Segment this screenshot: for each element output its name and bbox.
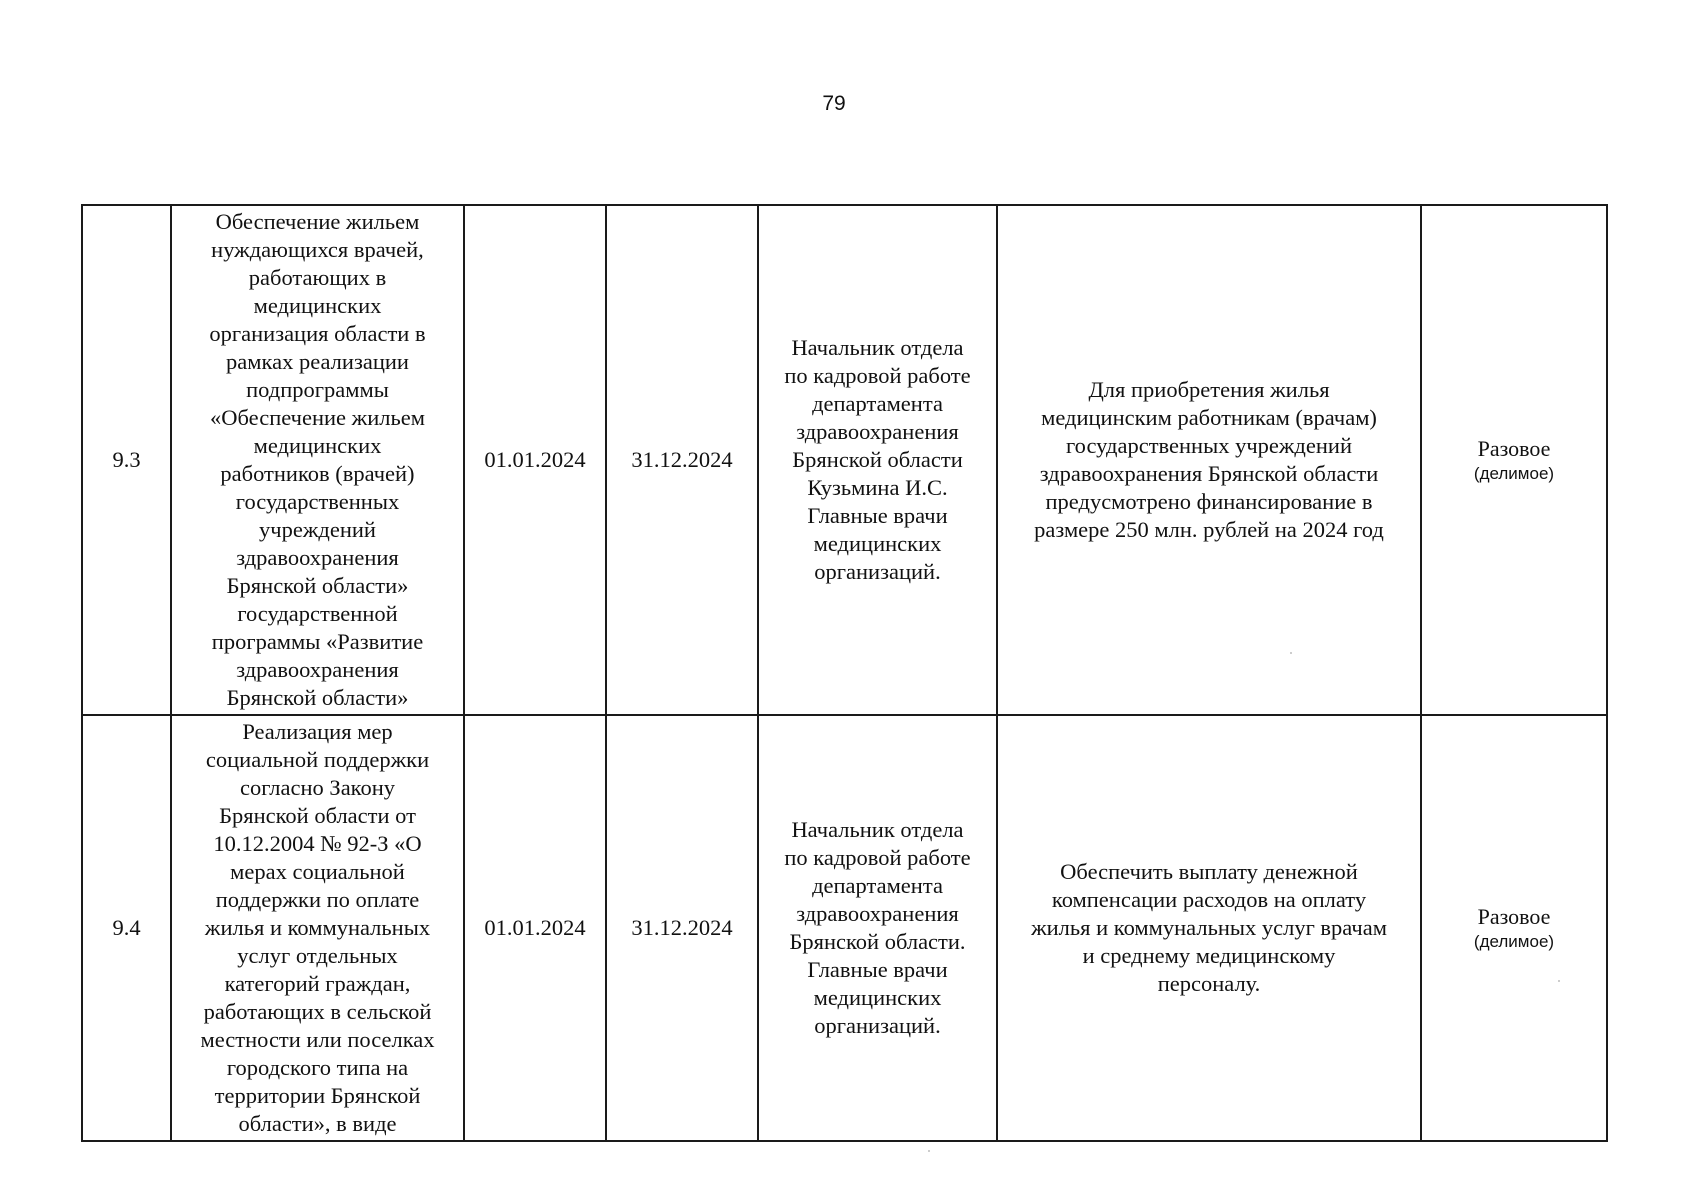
start-date-cell: 01.01.2024 [464,205,606,715]
scan-speck [1290,652,1292,654]
event-type-main: Разовое [1477,436,1551,461]
description-cell [997,715,1421,1141]
measure-title-cell [171,715,464,1141]
start-date-cell: 01.01.2024 [464,715,606,1141]
responsible-text: Начальник отдела по кадровой работе департамента здравоохранения Брянской области. Главные врачи медицинских организаций. [784,817,971,1038]
row-number-cell: 9.4 [82,715,171,1141]
event-type-sub: (делимое) [1473,932,1555,951]
measure-title-text: Реализация мер социальной поддержки согласно Закону Брянской области от 10.12.2004 № 92-З «О мерах социальной поддержки по оплате жилья и коммунальных услуг отдельных категорий граждан, работающих в сельской местности или поселках городского типа на территории Брянской области», в виде [200,719,435,1136]
responsible-text: Начальник отдела по кадровой работе департамента здравоохранения Брянской области Кузьмина И.С. Главные врачи медицинских организаций. [784,335,971,584]
description-text: Для приобретения жилья медицинским работникам (врачам) государственных учреждений здравоохранения Брянской области предусмотрено финансирование в размере 250 млн. рублей на 2024 год [1034,377,1384,542]
end-date-cell: 31.12.2024 [606,205,758,715]
description-cell [997,205,1421,715]
table-row [82,715,1607,1141]
measure-title-text: Обеспечение жильем нуждающихся врачей, работающих в медицинских организация области в рамках реализации подпрограммы «Обеспечение жильем медицинских работников (врачей) государственных учреждений здравоохранения Брянской области» государственной программы «Развитие здравоохранения Брянской области» [209,209,426,710]
event-type-cell [1421,715,1607,1141]
end-date-cell: 31.12.2024 [606,715,758,1141]
measure-title-cell [171,205,464,715]
responsible-cell [758,715,997,1141]
table-row [82,205,1607,715]
row-number-cell: 9.3 [82,205,171,715]
scan-speck [1558,980,1560,982]
description-text: Обеспечить выплату денежной компенсации расходов на оплату жилья и коммунальных услуг врачам и среднему медицинскому персоналу. [1031,859,1387,996]
event-type-sub: (делимое) [1473,464,1555,483]
event-type-main: Разовое [1477,904,1551,929]
responsible-cell [758,205,997,715]
scan-speck [928,1150,930,1152]
page-number: 79 [822,92,846,115]
event-type-cell [1421,205,1607,715]
measures-table [81,204,1608,1142]
